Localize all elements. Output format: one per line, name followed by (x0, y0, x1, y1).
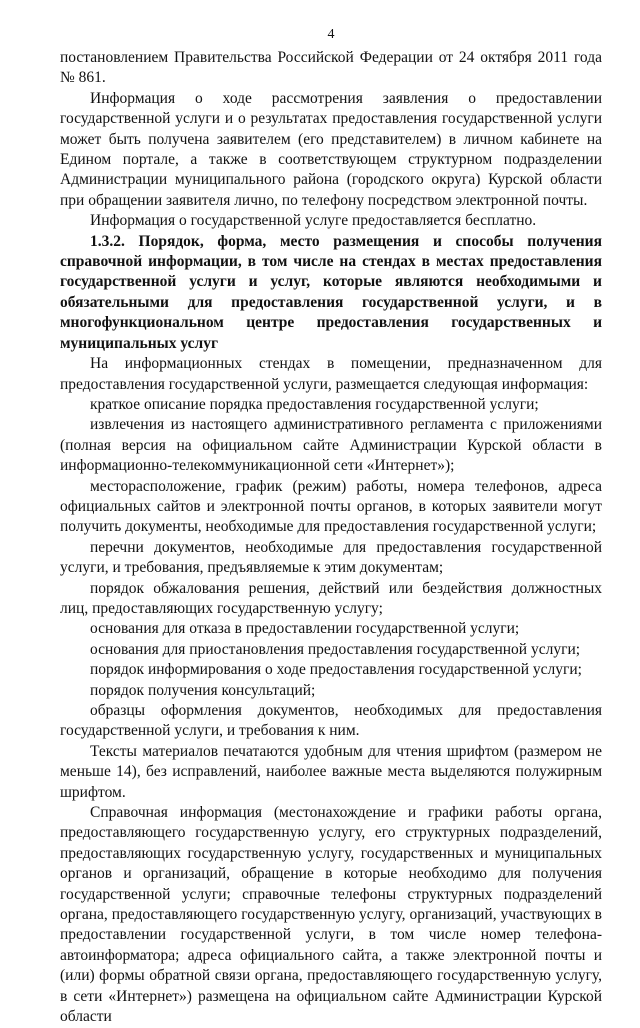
paragraph-decree-reference: постановлением Правительства Российской Федерации от 24 октября 2011 года № 861. (60, 49, 602, 87)
list-item-document-lists: перечни документов, необходимые для предоставления государственной услуги, и требования, предъявляемые к этим документам; (60, 538, 602, 577)
list-item-progress-informing: порядок информирования о ходе предоставления государственной услуги; (90, 661, 582, 679)
paragraph-stands-intro: На информационных стендах в помещении, предназначенном для предоставления государственной услуги, размещается следующая информация: (60, 355, 602, 393)
paragraph-reference-information: Справочная информация (местонахождение и графики работы органа, предоставляющего государственную услугу, его структурных подразделений, предоставляющих государственную услугу, государственных и муниципальных органов и организаций, обращение в которые необходимо для получения государственной услуги; справочные телефоны структурных подразделений органа, предоставляющего государственную услугу, организаций, участвующих в предоставлении государственной услуги, в том числе номер телефона-автоинформатора; адреса официального сайта, а также электронной почты и (или) формы обратной связи органа, предоставляющего государственную услугу, в сети «Интернет») размещена на официальном сайте Администрации Курской области (60, 804, 602, 1026)
list-item-document-samples: образцы оформления документов, необходимых для предоставления государственной услуги, и требования к ним. (60, 702, 602, 740)
list-item-consultations: порядок получения консультаций; (90, 681, 316, 699)
list-item-appeal-procedure: порядок обжалования решения, действий или бездействия должностных лиц, предоставляющих государственную услугу; (60, 579, 602, 617)
list-item-suspension-grounds: основания для приостановления предоставления государственной услуги; (90, 640, 581, 658)
paragraph-font-requirements: Тексты материалов печатаются удобным для чтения шрифтом (размером не меньше 14), без исправлений, наиболее важные места выделяются полужирным шрифтом. (60, 742, 602, 801)
list-item-short-description: краткое описание порядка предоставления государственной услуги; (90, 395, 539, 413)
list-item-refusal-grounds: основания для отказа в предоставлении государственной услуги; (90, 620, 520, 638)
list-item-location-schedule: месторасположение, график (режим) работы, номера телефонов, адреса официальных сайтов и электронной почты органов, в которых заявители могут получить документы, необходимые для предоставления государственной услуги; (60, 477, 602, 536)
section-heading-1-3-2: 1.3.2. Порядок, форма, место размещения и способы получения справочной информации, в том числе на стендах в местах предоставления государственной услуги и услуг, которые являются необходимыми и обязательными для предоставления государственной услуги, и в многофункциональном центре предоставления государственных и муниципальных услуг (60, 232, 602, 352)
paragraph-application-info: Информация о ходе рассмотрения заявления о предоставлении государственной услуги и о результатах предоставления государственной услуги может быть получена заявителем (его представителем) в личном кабинете на Едином портале, а также в соответствующем структурном подразделении Администрации муниципального района (городского округа) Курской области при обращении заявителя лично, по телефону посредством электронной почты. (60, 89, 602, 209)
list-item-regulation-extracts: извлечения из настоящего административного регламента с приложениями (полная версия на официальном сайте Администрации Курской области в информационно-телекоммуникационной сети «Интернет»); (60, 416, 602, 475)
page-number: 4 (327, 27, 335, 42)
paragraph-free-info: Информация о государственной услуге предоставляется бесплатно. (90, 212, 537, 230)
